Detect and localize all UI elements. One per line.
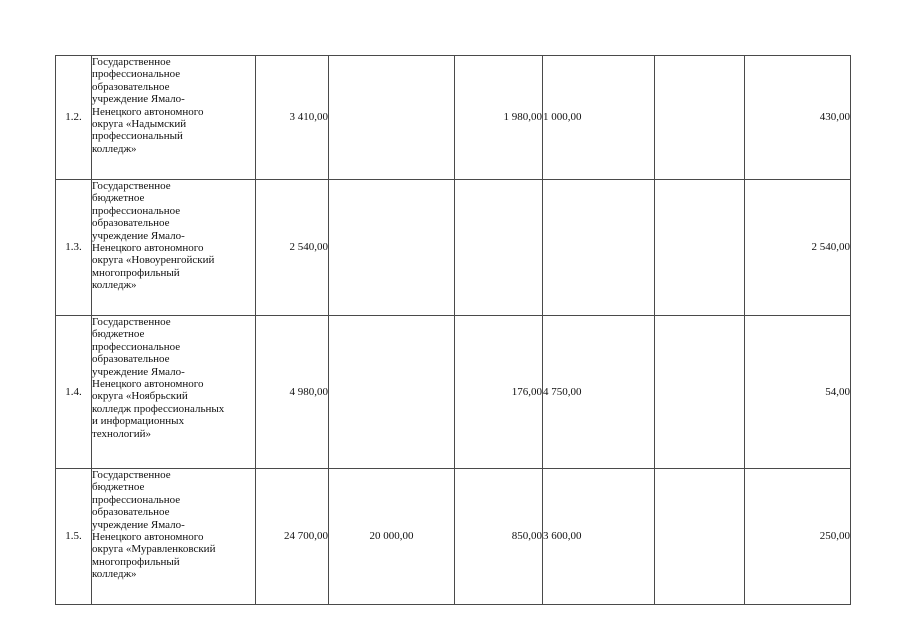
institution-name [92,56,256,180]
budget-table [55,55,851,605]
amount-cell-col4: 3 600,00 [543,469,655,605]
institution-name-line: колледж» [92,568,137,581]
amount-cell-col2 [329,56,455,180]
amount-cell-col4: 1 000,00 [543,56,655,180]
amount-cell-col5 [655,316,745,469]
amount-cell-col2: 20 000,00 [329,469,455,605]
amount-cell-col6: 430,00 [745,56,851,180]
amount-cell-col3: 1 980,00 [455,56,543,180]
row-number: 1.4. [56,316,92,469]
amount-cell-col4: 4 750,00 [543,316,655,469]
institution-name-line: профессиональное [92,340,181,353]
institution-name-line: образовательное [92,353,170,366]
institution-name [92,316,256,469]
institution-name-line: многопрофильный [92,555,180,568]
institution-name-line: учреждение Ямало- [92,229,185,242]
institution-name-line: учреждение Ямало- [92,365,185,378]
institution-name-line: колледж профессиональных [92,402,225,415]
institution-name-line: Ненецкого автономного [92,105,204,118]
amount-cell-col6: 2 540,00 [745,180,851,316]
amount-cell-col1: 4 980,00 [256,316,329,469]
institution-name-line: технологий» [92,427,152,440]
institution-name-line: бюджетное [92,328,145,341]
institution-name-line: профессиональный [92,130,183,143]
amount-cell-col5 [655,180,745,316]
institution-name-line: Ненецкого автономного [92,531,204,544]
institution-name-line: образовательное [92,217,170,230]
row-number: 1.3. [56,180,92,316]
institution-name-line: учреждение Ямало- [92,93,185,106]
amount-cell-col4 [543,180,655,316]
amount-cell-col2 [329,180,455,316]
institution-name-line: образовательное [92,80,170,93]
row-number: 1.2. [56,56,92,180]
institution-name-line: Ненецкого автономного [92,378,204,391]
institution-name-line: округа «Ноябрьский [92,390,188,403]
institution-name-line: бюджетное [92,481,145,494]
institution-name-line: округа «Муравленковский [92,543,216,556]
amount-cell-col1: 3 410,00 [256,56,329,180]
amount-cell-col3 [455,180,543,316]
institution-name-line: профессиональное [92,204,181,217]
institution-name-line: колледж» [92,142,137,155]
institution-name [92,469,256,605]
table-row [56,469,851,605]
row-number: 1.5. [56,469,92,605]
institution-name-line: Государственное [92,56,171,68]
amount-cell-col1: 2 540,00 [256,180,329,316]
institution-name-line: и информационных [92,415,185,428]
institution-name-line: профессиональное [92,68,181,81]
institution-name-line: бюджетное [92,192,145,205]
amount-cell-col6: 54,00 [745,316,851,469]
table-row [56,56,851,180]
amount-cell-col3: 850,00 [455,469,543,605]
amount-cell-col1: 24 700,00 [256,469,329,605]
institution-name [92,180,256,316]
institution-name-line: профессиональное [92,493,181,506]
table-row [56,316,851,469]
institution-name-line: Государственное [92,469,171,481]
institution-name-line: Государственное [92,316,171,328]
institution-name-line: округа «Надымский [92,118,187,131]
institution-name-line: многопрофильный [92,266,180,279]
amount-cell-col3: 176,00 [455,316,543,469]
amount-cell-col6: 250,00 [745,469,851,605]
amount-cell-col5 [655,469,745,605]
institution-name-line: колледж» [92,279,137,292]
institution-name-line: учреждение Ямало- [92,518,185,531]
institution-name-line: Государственное [92,180,171,192]
institution-name-line: Ненецкого автономного [92,242,204,255]
table-body [56,56,851,605]
amount-cell-col5 [655,56,745,180]
institution-name-line: округа «Новоуренгойский [92,254,215,267]
amount-cell-col2 [329,316,455,469]
institution-name-line: образовательное [92,506,170,519]
table-row [56,180,851,316]
